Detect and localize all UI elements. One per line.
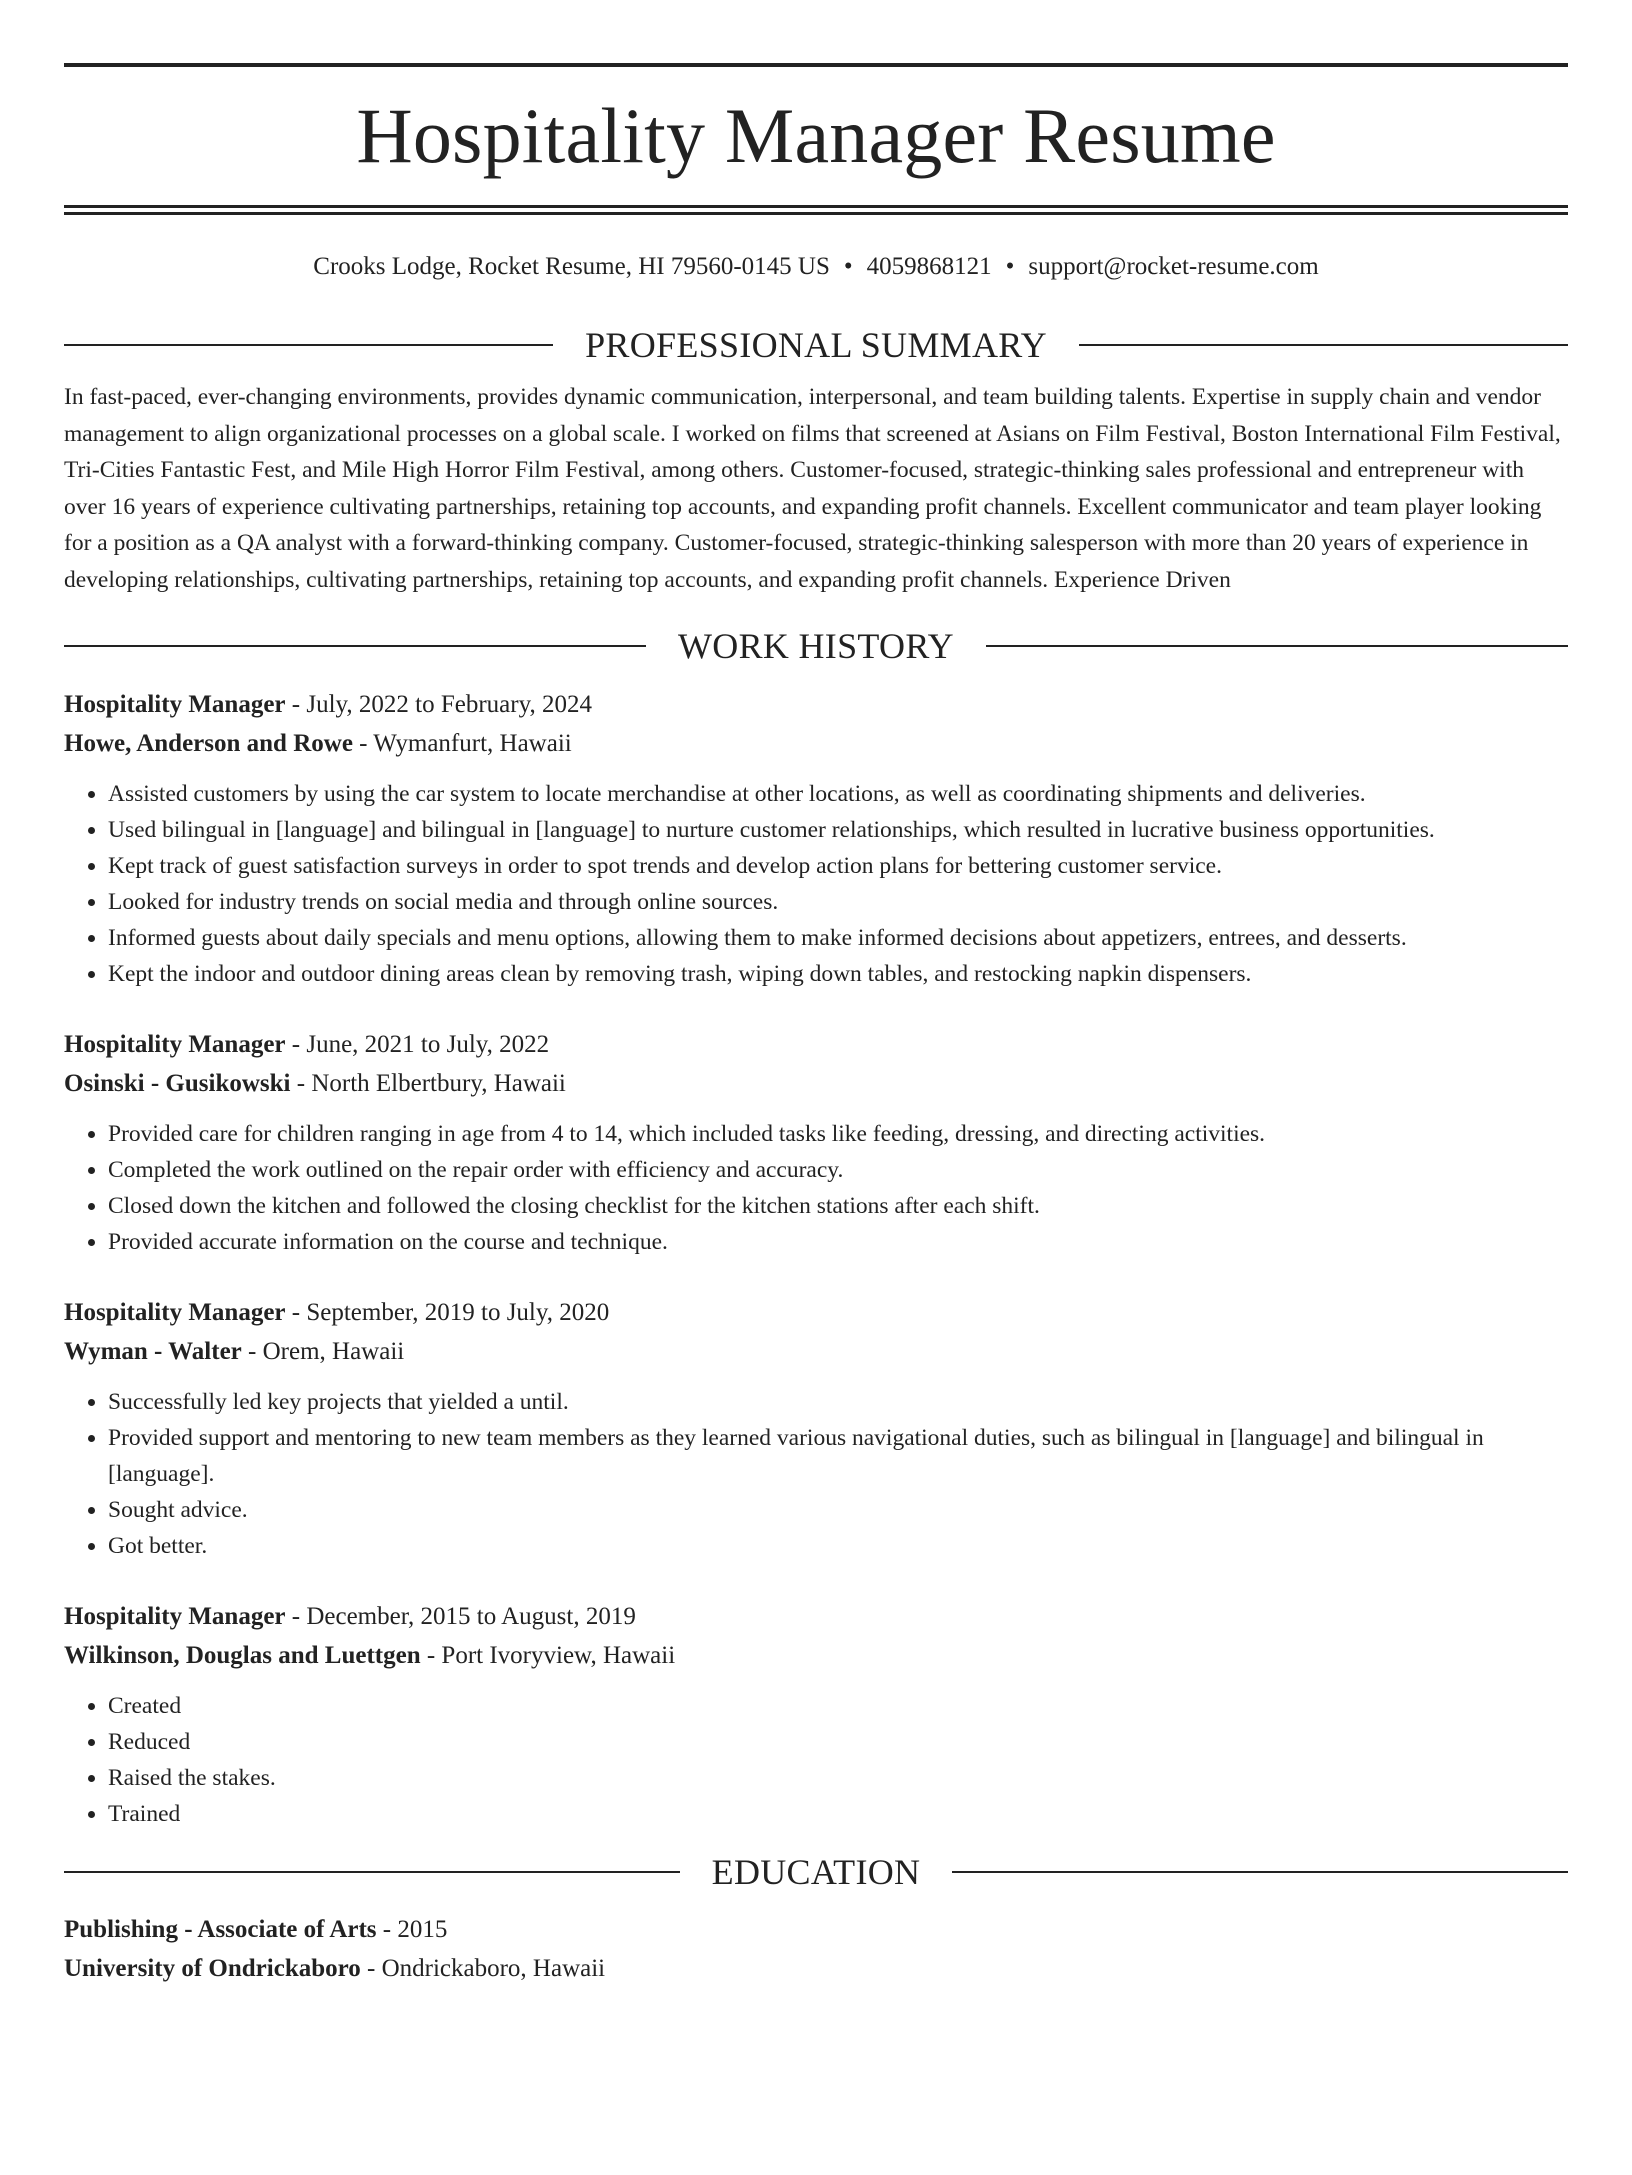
job-entry (64, 1598, 1568, 1832)
education-year: 2015 (397, 1916, 448, 1943)
job-title-line (64, 686, 1568, 725)
contact-address: Crooks Lodge, Rocket Resume, HI 79560-0145 US (313, 253, 830, 280)
job-dates: December, 2015 to August, 2019 (306, 1603, 636, 1630)
title-double-divider (64, 205, 1568, 215)
job-dash: - (285, 1031, 307, 1058)
duty-item: • Used bilingual in [language] and bilingual in [language] to nurture customer relationships, which resulted in lucrative business opportunities. (108, 812, 1568, 848)
resume-page (0, 63, 1632, 2175)
job-company-line (64, 725, 1568, 764)
job-company-line (64, 1637, 1568, 1676)
education-section-header (64, 1854, 1568, 1890)
job-title-line (64, 1026, 1568, 1065)
job-dash: - (352, 729, 374, 757)
duty-item: • Provided accurate information on the course and technique. (108, 1224, 1568, 1260)
section-rule (952, 1871, 1568, 1873)
duty-item: • Informed guests about daily specials and menu options, allowing them to make informed decisions about appetizers, entrees, and desserts. (108, 920, 1568, 956)
job-entry (64, 686, 1568, 992)
job-title: Hospitality Manager (64, 691, 286, 718)
duty-item: • Sought advice. (108, 1492, 1568, 1528)
duty-item: • Trained (108, 1796, 1568, 1832)
job-dates: July, 2022 to February, 2024 (306, 691, 592, 718)
contact-line (64, 252, 1568, 282)
duty-list (64, 776, 1568, 992)
job-dash: - (285, 1299, 307, 1326)
job-company: Wilkinson, Douglas and Luettgen (64, 1641, 421, 1669)
job-title: Hospitality Manager (64, 1031, 286, 1058)
job-dates: September, 2019 to July, 2020 (306, 1299, 610, 1326)
duty-list (64, 1116, 1568, 1260)
duty-item: • Reduced (108, 1724, 1568, 1760)
section-rule (64, 645, 646, 647)
section-rule (986, 645, 1568, 647)
duty-item: • Successfully led key projects that yielded a until. (108, 1384, 1568, 1420)
job-location: North Elbertbury, Hawaii (311, 1069, 566, 1097)
job-company: Osinski - Gusikowski (64, 1069, 291, 1097)
education-dash: - (360, 1955, 382, 1982)
resume-title: Hospitality Manager Resume (356, 92, 1276, 179)
section-rule (1079, 344, 1568, 346)
duty-item: • Closed down the kitchen and followed the closing checklist for the kitchen stations after each shift. (108, 1188, 1568, 1224)
work-section-header (64, 628, 1568, 664)
duty-item: • Created (108, 1688, 1568, 1724)
job-dash: - (285, 691, 307, 718)
contact-phone: 4059868121 (866, 253, 992, 280)
duty-item: • Kept track of guest satisfaction surveys in order to spot trends and develop action plans for bettering customer service. (108, 848, 1568, 884)
duty-list (64, 1384, 1568, 1564)
job-entry (64, 1026, 1568, 1260)
job-dash: - (241, 1337, 263, 1365)
job-location: Wymanfurt, Hawaii (373, 729, 572, 757)
contact-separator: • (1005, 253, 1015, 280)
education-school-line (64, 1949, 1568, 1988)
duty-item: • Provided care for children ranging in age from 4 to 14, which included tasks like feeding, dressing, and directing activities. (108, 1116, 1568, 1152)
duty-item: • Looked for industry trends on social media and through online sources. (108, 884, 1568, 920)
summary-section-header (64, 327, 1568, 363)
job-dash: - (290, 1069, 312, 1097)
summary-heading: PROFESSIONAL SUMMARY (585, 325, 1047, 365)
job-title-line (64, 1598, 1568, 1637)
job-company-line (64, 1065, 1568, 1104)
job-location: Orem, Hawaii (262, 1337, 405, 1365)
contact-separator: • (843, 253, 853, 280)
education-heading: EDUCATION (711, 1852, 921, 1892)
summary-text: In fast-paced, ever-changing environments, provides dynamic communication, interpersonal, and team building talents. Expertise in supply chain and vendor management to align organizational processes on a global scale. I worked on films that screened at Asians on Film Festival, Boston International Film Festival, Tri-Cities Fantastic Fest, and Mile High Horror Film Festival, among others. Customer-focused, strategic-thinking sales professional and entrepreneur with over 16 years of experience cultivating partnerships, retaining top accounts, and expanding profit channels. Excellent communicator and team player looking for a position as a QA analyst with a forward-thinking company. Customer-focused, strategic-thinking salesperson with more than 20 years of experience in developing relationships, cultivating partnerships, retaining top accounts, and expanding profit channels. Experience Driven (64, 384, 1561, 593)
job-company: Wyman - Walter (64, 1337, 242, 1365)
education-location: Ondrickaboro, Hawaii (381, 1955, 606, 1982)
job-title-line (64, 1294, 1568, 1333)
duty-list (64, 1688, 1568, 1832)
duty-item: • Got better. (108, 1528, 1568, 1564)
job-company-line (64, 1333, 1568, 1372)
duty-item: • Assisted customers by using the car system to locate merchandise at other locations, as well as coordinating shipments and deliveries. (108, 776, 1568, 812)
job-location: Port Ivoryview, Hawaii (441, 1641, 676, 1669)
education-school: University of Ondrickaboro (64, 1955, 361, 1982)
job-dash: - (285, 1603, 307, 1630)
job-entry (64, 1294, 1568, 1564)
top-divider (64, 63, 1568, 67)
duty-item: • Completed the work outlined on the repair order with efficiency and accuracy. (108, 1152, 1568, 1188)
education-dash: - (376, 1916, 398, 1943)
job-dash: - (420, 1641, 442, 1669)
education-degree-line (64, 1910, 1568, 1949)
section-rule (64, 1871, 680, 1873)
job-dates: June, 2021 to July, 2022 (306, 1031, 550, 1058)
job-company: Howe, Anderson and Rowe (64, 729, 353, 757)
job-title: Hospitality Manager (64, 1299, 286, 1326)
duty-item: • Raised the stakes. (108, 1760, 1568, 1796)
section-rule (64, 344, 553, 346)
contact-email: support@rocket-resume.com (1028, 253, 1319, 280)
education-degree: Publishing - Associate of Arts (64, 1916, 377, 1943)
job-title: Hospitality Manager (64, 1603, 286, 1630)
duty-item: • Provided support and mentoring to new team members as they learned various navigational duties, such as bilingual in [language] and bilingual in [language]. (108, 1420, 1568, 1492)
work-heading: WORK HISTORY (678, 626, 954, 666)
duty-item: • Kept the indoor and outdoor dining areas clean by removing trash, wiping down tables, and restocking napkin dispensers. (108, 956, 1568, 992)
